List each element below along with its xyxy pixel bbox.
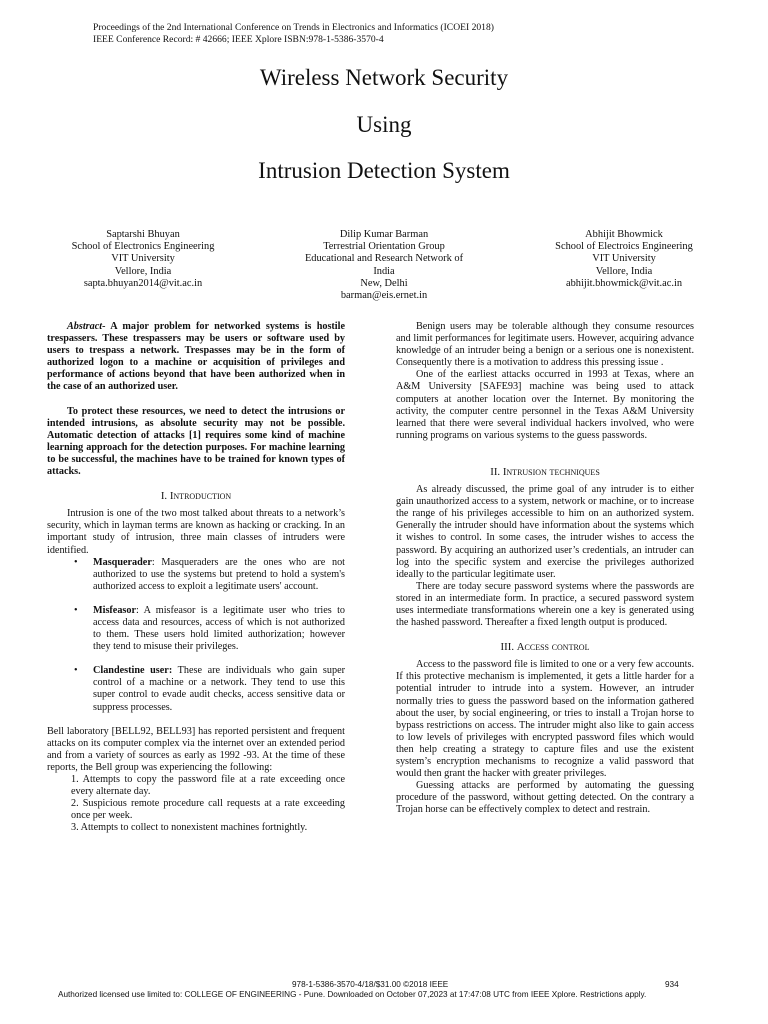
list-item: 3. Attempts to collect to nonexistent machines fortnightly.: [71, 822, 308, 834]
right-paragraph-2: One of the earliest attacks occurred in 1993 at Texas, where an A&M University [SAFE93] machine was being used to attack computers at another location over the Internet. By monitoring the activity, the computer centre personnel in the Texas A&M University learned that there were several individual hackers involved, who were running programs on various systems to the guess passwords.: [396, 369, 694, 441]
conference-line-2: IEEE Conference Record: # 42666; IEEE Xplore ISBN:978-1-5386-3570-4: [93, 34, 384, 45]
abstract-paragraph-2: To protect these resources, we need to detect the intrusions or intended intrusions, as absolute security may not be possible. Automatic detection of attacks [1] requires some kind of machine learning approach for the detection purposes. For machine learning to be successful, the machines have to be trained for known types of attacks.: [47, 405, 345, 478]
section-heading-access-control: III. Access control: [500, 641, 590, 654]
paper-title-line-2: Using: [356, 112, 412, 137]
bullet-icon: •: [74, 665, 78, 677]
author-affiliation: School of Electronics Engineering: [71, 241, 215, 253]
paper-title-line-3: Intrusion Detection System: [258, 158, 510, 183]
author-name: Abhijit Bhowmick: [585, 229, 663, 240]
intro-paragraph-1: Intrusion is one of the two most talked about threats to a network’s security, which in layman terms are known as hacking or cracking. In an important study of intrusion, three main classes of intruders were identified.: [47, 508, 345, 556]
author-institution: Educational and Research Network of: [304, 253, 464, 265]
attack-list: [47, 774, 345, 834]
author-block-2: [289, 229, 479, 302]
list-item: 1. Attempts to copy the password file at a rate exceeding once every alternate day.: [71, 774, 345, 798]
author-affiliation: Terrestrial Orientation Group: [323, 241, 445, 253]
author-location: Vellore, India: [595, 265, 653, 277]
paper-title-line-1: Wireless Network Security: [259, 65, 509, 90]
footer-license: Authorized licensed use limited to: COLLEGE OF ENGINEERING - Pune. Downloaded on October 07,2023 at 17:47:08 UTC from IEEE Xplore. Restrictions apply.: [58, 990, 647, 999]
bullet-icon: •: [74, 604, 78, 616]
sec3-paragraph-2: Guessing attacks are performed by automating the guessing procedure of the password, without getting detected. On the contrary a Trojan horse can be effectively complex to detect and restrain.: [396, 780, 694, 816]
footer-page-number: 934: [665, 980, 679, 989]
author-affiliation: School of Electroics Engineering: [555, 241, 693, 253]
right-column: [396, 321, 694, 816]
author-email: abhijit.bhowmick@vit.ac.in: [565, 277, 683, 289]
conference-line-1: Proceedings of the 2nd International Conference on Trends in Electronics and Informatics (ICOEI 2018): [93, 22, 494, 33]
author-block-3: [529, 229, 719, 290]
author-block-1: [48, 229, 238, 290]
sec2-paragraph-2: There are today secure password systems where the passwords are stored in an intermediate form. In practice, a secured password system uses intermediate transformations wherein one a key is generated using the hashed password. Thereafter a fixed length output is produced.: [396, 580, 694, 629]
right-paragraph-1: Benign users may be tolerable although they consume resources and limit performances for legitimate users. However, acquiring advance knowledge of an intruder being a benign or a serious one is nonexistent. Consequently there is a motivation to address this pressing issue .: [396, 321, 694, 369]
bullet-clandestine-user: • Clandestine user: These are individuals who gain super control of a machine or a network. They tend to use this super control to evade audit checks, access sensitive data or suppress processes.: [74, 665, 345, 713]
sec2-paragraph-1: As already discussed, the prime goal of any intruder is to either gain unauthorized access to a system, network or machine, or to increase the range of his privileges accessible to him on an authorized system. Generally the intruder should have information about the systems which it wishes to control. In some cases, the intruder wishes to access the password. By acquiring an authorized user’s credentials, an intruder can log into the specific system and exercise the privileges authorized ideally to the particular legitimate user.: [396, 484, 694, 580]
author-name: Saptarshi Bhuyan: [106, 229, 180, 240]
section-heading-introduction: I. Introduction: [160, 490, 232, 503]
abstract-paragraph-1: Abstract- A major problem for networked systems is hostile trespassers. These trespassers may be users or software used by users to trespass a network. Trespasses may be in the form of authorized logon to a machine or acquisition of privileges and performance of actions beyond that have been authorized when in the case of an authorized user.: [47, 321, 345, 393]
left-column: [47, 321, 345, 834]
bullet-misfeasor: • Misfeasor: A misfeasor is a legitimate user who tries to access data and resources, access of which is not authorized to them. These users hold limited authorization; however they tend to misuse their privileges.: [74, 604, 345, 653]
conference-header: [93, 22, 494, 46]
author-institution: VIT University: [592, 253, 656, 265]
author-location: New, Delhi: [360, 277, 408, 289]
author-institution: VIT University: [111, 253, 175, 265]
author-name: Dilip Kumar Barman: [339, 229, 429, 240]
section-heading-intrusion-techniques: II. Intrusion techniques: [490, 465, 600, 478]
author-email: sapta.bhuyan2014@vit.ac.in: [83, 277, 203, 289]
bullet-masquerader: • Masquerader: Masqueraders are the ones who are not authorized to use the systems but pretend to hold a system's authorized access to exploit a legitimate users' account.: [74, 556, 345, 592]
intro-paragraph-2: Bell laboratory [BELL92, BELL93] has reported persistent and frequent attacks on its computer complex via the internet over an extended period and from a variety of sources as early as 1992 -93. At the time of these reports, the Bell group was experiencing the following:: [47, 725, 345, 773]
bullet-icon: •: [74, 556, 78, 568]
list-item: 2. Suspicious remote procedure call requests at a rate exceeding once per week.: [71, 798, 345, 822]
author-institution-cont: India: [373, 265, 395, 277]
author-email: barman@eis.ernet.in: [340, 290, 428, 302]
sec3-paragraph-1: Access to the password file is limited to one or a very few accounts. If this protective mechanism is implemented, it gets a little harder for a potential intruder to intrude into a system. However, an intruder normally tries to guess the password based on the information gathered about the user, by social engineering, or tries to install a Trojan horse to bypass restrictions on access. The intruder might also like to gain access to low levels of privileges with encrypted password files which would then help creating a strategy to capture files and use the existent system’s encryption mechanisms to recognize a valid password that would then grant the hacker with greater privileges.: [396, 659, 694, 780]
author-location: Vellore, India: [114, 265, 172, 277]
footer-isbn: 978-1-5386-3570-4/18/$31.00 ©2018 IEEE: [292, 980, 449, 989]
abstract-label: Abstract-: [67, 321, 106, 332]
